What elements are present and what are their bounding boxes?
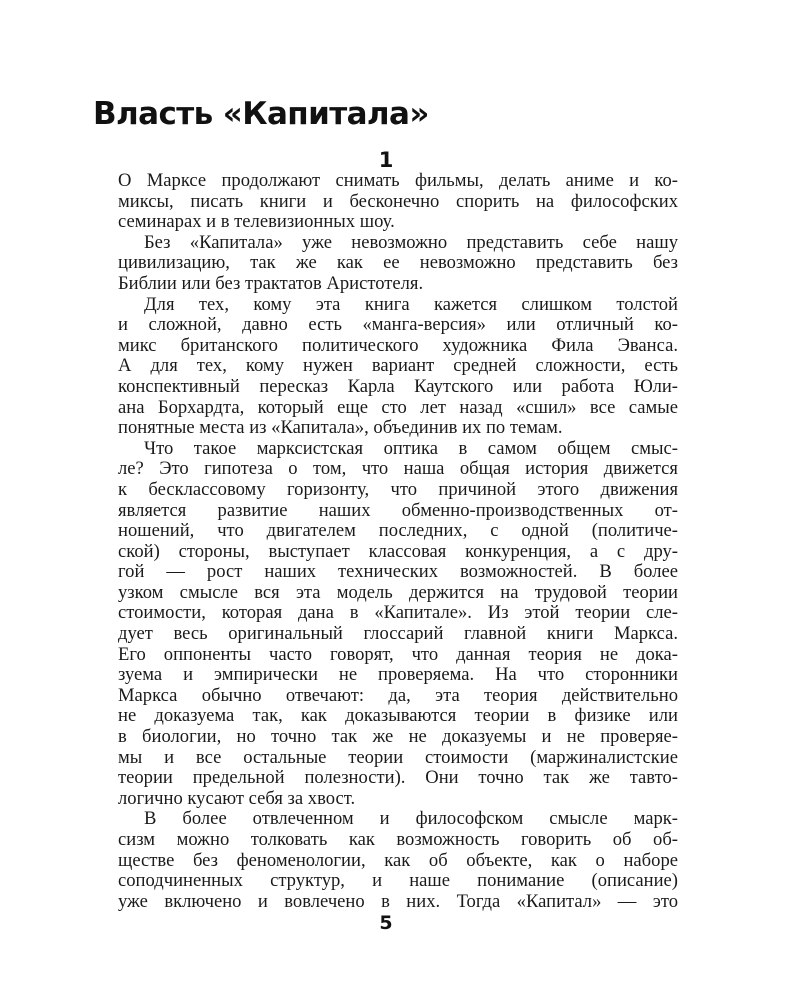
- text-line: О Марксе продолжают снимать фильмы, делать аниме и ко-: [118, 170, 678, 191]
- text-line: в биологии, но точно так же не доказуемы и не проверяе-: [118, 726, 678, 748]
- chapter-title: Власть «Капитала»: [93, 96, 429, 132]
- text-line: Маркса обычно отвечают: да, эта теория действительно: [118, 684, 678, 706]
- text-line: В более отвлеченном и философском смысле марк-: [144, 808, 678, 830]
- text-line: Библии или без трактатов Аристотеля.: [118, 272, 424, 294]
- text-line: соподчиненных структур, и наше понимание (описание): [118, 870, 678, 892]
- text-line: ской) стороны, выступает классовая конкуренция, а с дру-: [118, 540, 678, 562]
- text-line: сизм можно толковать как возможность говорить об об-: [118, 829, 678, 850]
- text-line: является развитие наших обменно-производственных от-: [118, 499, 678, 521]
- text-line: логично кусают себя за хвост.: [118, 787, 356, 809]
- text-line: стоимости, которая дана в «Капитале». Из этой теории сле-: [118, 602, 678, 624]
- text-line: уже включено и вовлечено в них. Тогда «Капитал» — это: [118, 890, 678, 912]
- text-line: дует весь оригинальный глоссарий главной книги Маркса.: [118, 623, 678, 645]
- text-line: микс британского политического художника Фила Эванса.: [118, 334, 678, 356]
- text-line: понятные места из «Капитала», объединив их по темам.: [118, 417, 563, 439]
- body-text: [118, 171, 678, 912]
- text-line: Без «Капитала» уже невозможно представить себе нашу: [144, 231, 678, 253]
- text-line: Что такое марксистская оптика в самом общем смыс-: [144, 437, 678, 459]
- text-line: цивилизацию, так же как ее невозможно представить без: [118, 252, 678, 274]
- text-line: к бесклассовому горизонту, что причиной этого движения: [118, 478, 678, 500]
- text-line: ношений, что двигателем последних, с одной (политиче-: [118, 520, 678, 542]
- text-line: конспективный пересказ Карла Каутского или работа Юли-: [118, 375, 678, 397]
- text-line: ле? Это гипотеза о том, что наша общая история движется: [118, 458, 678, 480]
- text-line: гой — рост наших технических возможностей. В более: [118, 561, 678, 583]
- text-line: А для тех, кому нужен вариант средней сложности, есть: [118, 355, 678, 377]
- text-line: теории предельной полезности). Они точно так же тавто-: [118, 767, 678, 789]
- text-line: ана Борхардта, который еще сто лет назад «сшил» все самые: [118, 396, 678, 418]
- text-line: Его оппоненты часто говорят, что данная теория не дока-: [118, 643, 678, 665]
- text-line: миксы, писать книги и бесконечно спорить на философских: [118, 190, 678, 212]
- section-number: 1: [378, 148, 394, 172]
- text-line: не доказуема так, как доказываются теории в физике или: [118, 705, 678, 727]
- text-line: мы и все остальные теории стоимости (маржиналистские: [118, 746, 678, 768]
- page-number: 5: [379, 912, 393, 934]
- text-line: и сложной, давно есть «манга-версия» или отличный ко-: [118, 314, 678, 336]
- text-line: зуема и эмпирически не проверяема. На что сторонники: [118, 664, 678, 686]
- text-line: Для тех, кому эта книга кажется слишком толстой: [144, 293, 678, 315]
- text-line: семинарах и в телевизионных шоу.: [118, 211, 395, 233]
- text-line: узком смысле вся эта модель держится на трудовой теории: [118, 581, 678, 603]
- text-line: ществе без феноменологии, как об объекте, как о наборе: [118, 849, 678, 871]
